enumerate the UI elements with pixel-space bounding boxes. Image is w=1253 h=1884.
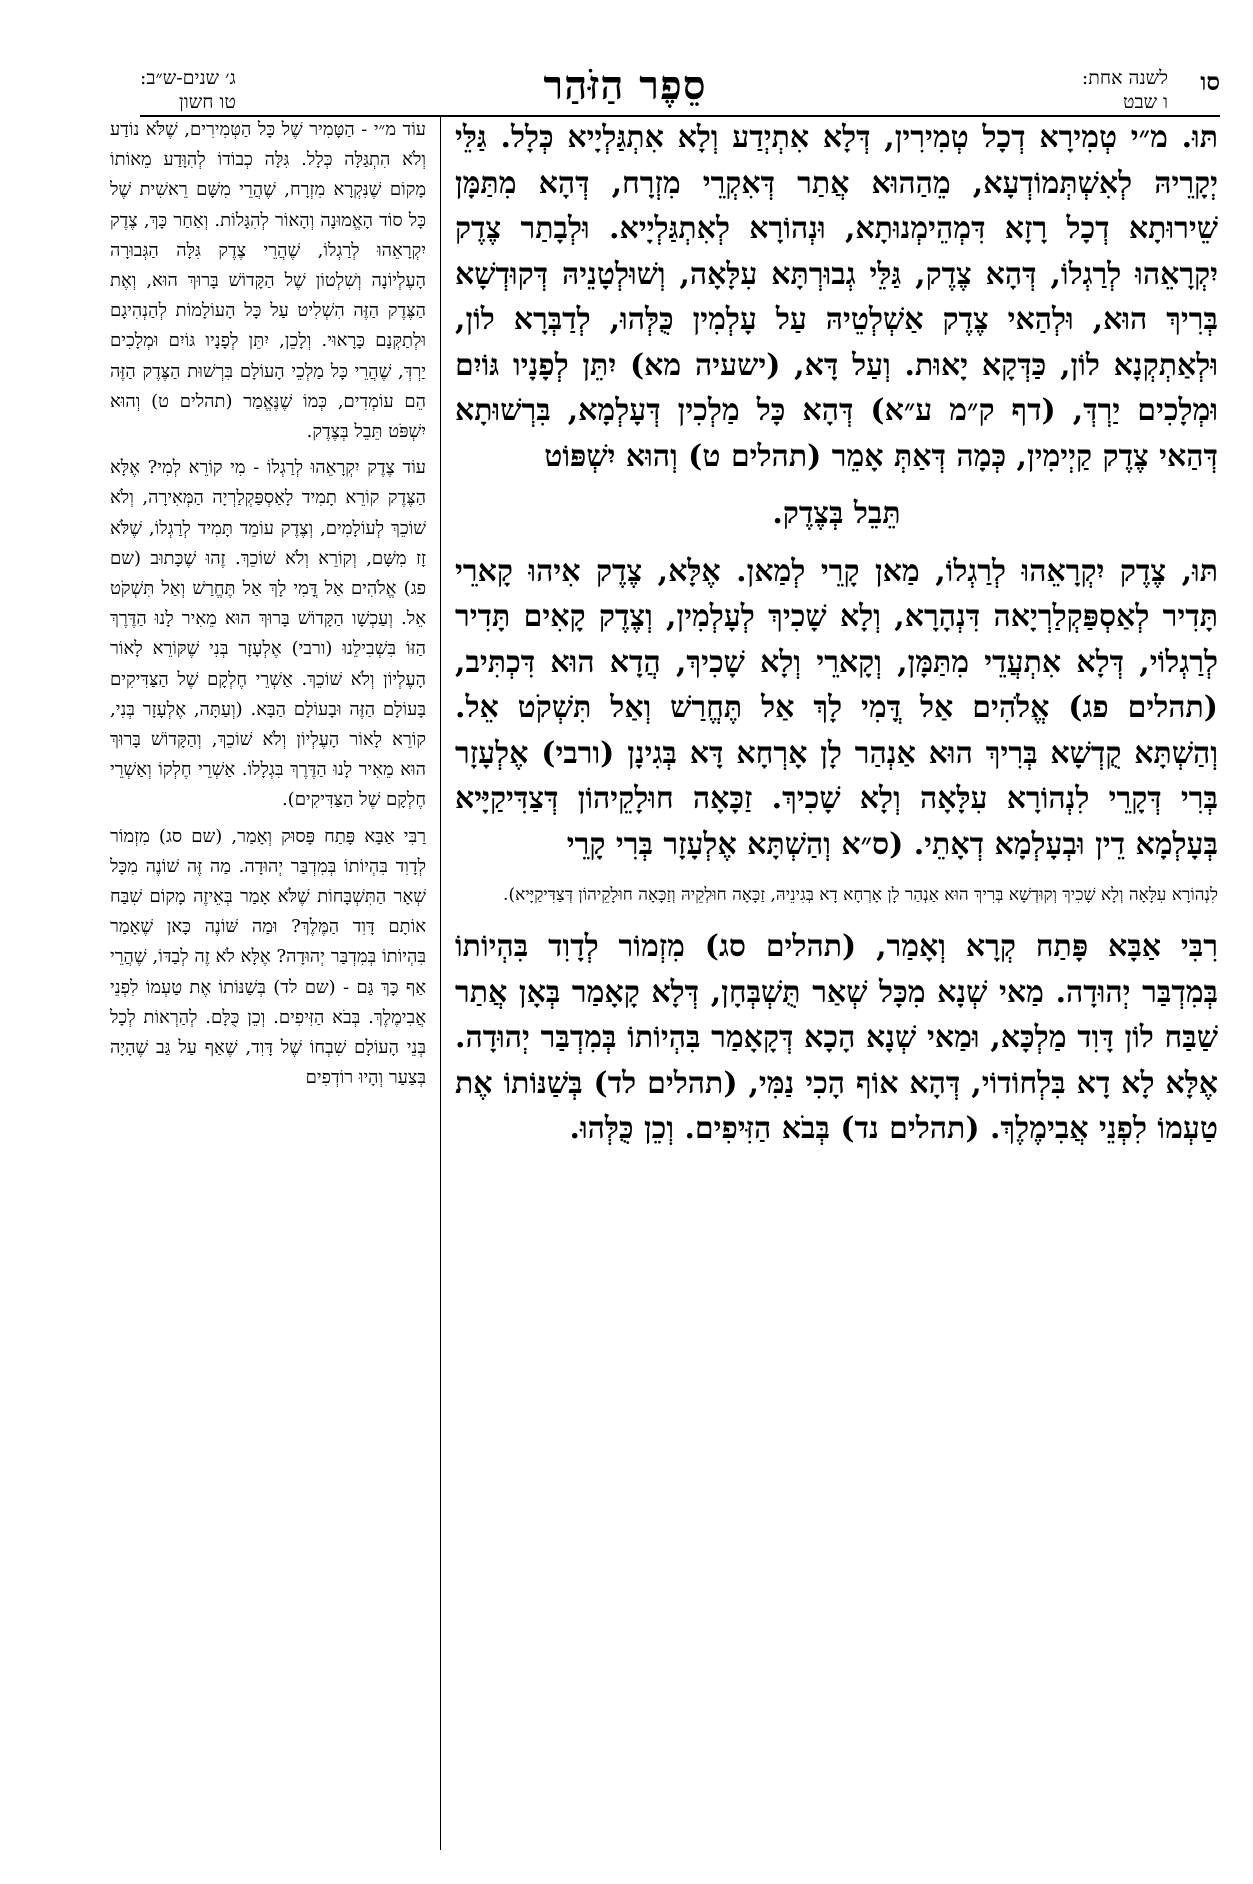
main-paragraph: רִבִּי אַבָּא פָּתַח קְרָא וְאָמַר, (תהלים סג) מִזְמוֹר לְדָוִד בִּהְיוֹתוֹ בְּמִדְבַּר יְהוּדָה. מַאי שְׁנָא מִכָּל שְׁאַר תֻּשְׁבְּחָן, דְּלָא קָאָמַר בְּאָן אֲתַר שַׁבַּח לוֹן דָּוִד מַלְכָּא, וּמַאי שְׁנָא הָכָא דְּקָאָמַר בִּהְיוֹתוֹ בְּמִדְבַּר יְהוּדָה. אֶלָּא לָא דָא בִּלְחוֹדוֹי, דְּהָא אוֹף הָכִי נַמִּי, (תהלים לד) בְּשַׁנּוֹתוֹ אֶת טַעְמוֹ לִפְנֵי אֲבִימֶלֶךְ. (תהלים נד) בְּבֹא הַזִּיפִים. וְכֵן כֻּלְּהוּ.	[455, 929, 1218, 1146]
page-number: סו	[1200, 67, 1220, 96]
main-paragraph: תֵּבֵל בְּצֶדֶק.	[772, 496, 901, 531]
main-column-aramaic	[455, 115, 1218, 1850]
cycle-date: טו חשון	[179, 91, 236, 113]
variant-note: לִנְהוֹרָא עִלָּאָה וְלָא שָׁכִיךְ וְקוּדְשָׁא בְּרִיךְ הוּא אַנְהַר לָן אָרְחָא דָא בְּגִינֵיהּ, זַכָּאָה חוּלְקֵיהּ וְזַכָּאָה חוּלָקֵיהוֹן דְּצַדִּיקַיָּיא).	[503, 885, 1218, 905]
side-paragraph: רַבִּי אַבָּא פָּתַח פָּסוּק וְאָמַר, (שם סג) מִזְמוֹר לְדָוִד בִּהְיוֹתוֹ בְּמִדְבַּר יְהוּדָה. מַה זֶּה שׁוֹנֶה מִכָּל שְׁאָר הַתִּשְׁבָּחוֹת שֶׁלֹּא אָמַר בְּאֵיזֶה מָקוֹם שִׁבַּח אוֹתָם דָּוִד הַמֶּלֶךְ? וּמַה שּׁוֹנֶה כָּאן שֶׁאָמַר בִּהְיוֹתוֹ בְּמִדְבַּר יְהוּדָה? אֶלָּא לֹא זֶה לְבַדּוֹ, שֶׁהֲרֵי אַף כָּךְ גַּם - (שם לד) בְּשַׁנּוֹתוֹ אֶת טַעְמוֹ לִפְנֵי אֲבִימֶלֶךְ. בְּבֹא הַזִּיפִים. וְכֵן כֻּלָּם. לְהַרְאוֹת לְכָל בְּנֵי הָעוֹלָם שִׁבְחוֹ שֶׁל דָּוִד, שֶׁאַף עַל גַּב שֶׁהָיָה בְּצַעַר וְהָיוּ רוֹדְפִים	[110, 825, 426, 1089]
side-paragraph: עוֹד מ״י - הַטָּמִיר שֶׁל כָּל הַטְּמִירִים, שֶׁלֹּא נוֹדַע וְלֹא הִתְגַּלָּה כְּלָל. גִּלָּה כְבוֹדוֹ לְהִוָּדַע מֵאוֹתוֹ מָקוֹם שֶׁנִּקְרָא מִזְרָח, שֶׁהֲרֵי מִשָּׁם רֵאשִׁית שֶׁל כָּל סוֹד הָאֱמוּנָה וְהָאוֹר לְהִגָּלוֹת. וְאַחַר כָּךְ, צֶדֶק יִקְרָאֵהוּ לְרַגְלוֹ, שֶׁהֲרֵי צֶדֶק גִּלָּה הַגְּבוּרָה הָעֶלְיוֹנָה וְשִׁלְטוֹן שֶׁל הַקָּדוֹשׁ בָּרוּךְ הוּא, וְאֶת הַצֶּדֶק הַזֶּה הִשְׁלִיט עַל כָּל הָעוֹלָמוֹת לְהַנְהִיגָם וּלְתַקְּנָם כָּרָאוּי. וְלָכֵן, יִתֵּן לְפָנָיו גּוֹיִם וּמְלָכִים יַרְדְּ, שֶׁהֲרֵי כָּל מַלְכֵי הָעוֹלָם בִּרְשׁוּת הַצֶּדֶק הַזֶּה הֵם עוֹמְדִים, כְּמוֹ שֶׁנֶּאֱמַר (תהלים ט) וְהוּא יִשְׁפֹּט תֵּבֵל בְּצֶדֶק.	[110, 119, 426, 443]
book-title: סֵפֶר הַזֹּהַר	[543, 62, 707, 109]
main-paragraph: תּוּ. מ״י טְמִירָא דְכָל טְמִירִין, דְּלָא אִתְיְדַע וְלָא אִתְגַּלְיָיא כְּלָל. גַּלֵּי יְקָרֵיהּ לְאִשְׁתְּמוֹדְעָא, מֵהַהוּא אֲתַר דְּאִקְרֵי מִזְרָח, דְּהָא מִתַּמָּן שֵׁירוּתָא דְכָל רָזָא דִּמְהֵימְנוּתָא, וּנְהוֹרָא לְאִתְגַּלְיָיא. וּלְבָתַר צֶדֶק יִקְרָאֵהוּ לְרַגְלוֹ, דְּהָא צֶדֶק, גַּלֵּי גְבוּרְתָּא עִלָּאָה, וְשׁוּלְטָנֵיהּ דְּקוּדְשָׁא בְּרִיךְ הוּא, וּלְהַאי צֶדֶק אַשְׁלְטֵיהּ עַל עָלְמִין כֻּלְּהוּ, לְדַבְּרָא לוֹן, וּלְאַתְקְנָא לוֹן, כַּדְּקָא יָאוּת. וְעַל דָּא, (ישעיה מא) יִתֵּן לְפָנָיו גּוֹיִם וּמְלָכִים יַרְדְּ, (דף ק״מ ע״א) דְּהָא כָּל מַלְכִין דְּעָלְמָא, בִּרְשׁוּתָא דְּהַאי צֶדֶק קַיְימִין, כְּמָה דְּאַתְּ אָמֵר (תהלים ט) וְהוּא יִשְׁפּוֹט	[455, 120, 1218, 474]
side-column-hebrew	[110, 115, 426, 1850]
cycle-label: ג׳ שנים-ש״ב:	[140, 67, 236, 89]
schedule-label: לשנה אחת:	[1081, 67, 1168, 89]
main-paragraph: תּוּ, צֶדֶק יִקְרָאֵהוּ לְרַגְלוֹ, מַאן קָרֵי לְמַאן. אֶלָּא, צֶדֶק אִיהוּ קָארֵי תָּדִיר לְאַסְפַּקְלַרְיָאה דִּנְהָרָא, וְלָא שָׁכִיךְ לְעָלְמִין, וְצֶדֶק קָאִים תָּדִיר לְרַגְלוֹי, דְּלָא אִתְעֲדֵי מִתַּמָּן, וְקָארֵי וְלָא שָׁכִיךְ, הֲדָא הוּא דִּכְתִּיב, (תהלים פג) אֱלֹהִים אַל דֳּמִי לָךְ אַל תֶּחֱרַשׁ וְאַל תִּשְׁקֹט אֵל. וְהַשְׁתָּא קֻדְשָׁא בְּרִיךְ הוּא אַנְהַר לָן אָרְחָא דָּא בְּגִינָן (ורבי) אֶלְעָזָר בְּרִי דְּקָרֵי לִנְהוֹרָא עִלָּאָה וְלָא שָׁכִיךְ. זַכָּאָה חוּלָקֵיהוֹן דְּצַדִּיקַיָּיא בְּעָלְמָא דֵין וּבְעָלְמָא דְאָתֵי. (ס״א וְהַשְׁתָּא אֶלְעָזָר בְּרִי קָרֵי	[455, 553, 1218, 862]
side-paragraph: עוֹד צֶדֶק יִקְרָאֵהוּ לְרַגְלוֹ - מִי קוֹרֵא לְמִי? אֶלָּא הַצֶּדֶק קוֹרֵא תָמִיד לָאַסְפַּקְלַרְיָה הַמְּאִירָה, וְלֹא שׁוֹכֵךְ לְעוֹלָמִים, וְצֶדֶק עוֹמֵד תָּמִיד לְרַגְלוֹ, שֶׁלֹּא זָז מִשָּׁם, וְקוֹרֵא וְלֹא שׁוֹכֵךְ. זֶהוּ שֶׁכָּתוּב (שם פג) אֱלֹהִים אַל דֳּמִי לָךְ אַל תֶּחֱרַשׁ וְאַל תִּשְׁקֹט אֵל. וְעַכְשָׁו הַקָּדוֹשׁ בָּרוּךְ הוּא מֵאִיר לָנוּ הַדֶּרֶךְ הַזּוֹ בִּשְׁבִילֵנוּ (ורבי) אֶלְעָזָר בְּנִי שֶׁקּוֹרֵא לָאוֹר הָעֶלְיוֹן וְלֹא שׁוֹכֵךְ. אַשְׁרֵי חֶלְקָם שֶׁל הַצַּדִּיקִים בָּעוֹלָם הַזֶּה וּבָעוֹלָם הַבָּא. (וְעַתָּה, אֶלְעָזָר בְּנִי, קוֹרֵא לָאוֹר הָעֶלְיוֹן וְלֹא שׁוֹכֵךְ, וְהַקָּדוֹשׁ בָּרוּךְ הוּא מֵאִיר לָנוּ הַדֶּרֶךְ בִּגְלָלוֹ. אַשְׁרֵי חֶלְקוֹ וְאַשְׁרֵי חֶלְקָם שֶׁל הַצַּדִּיקִים).	[110, 457, 426, 811]
column-divider	[440, 115, 441, 1850]
schedule-date: ו שבט	[1123, 91, 1168, 113]
header-left	[140, 66, 236, 114]
